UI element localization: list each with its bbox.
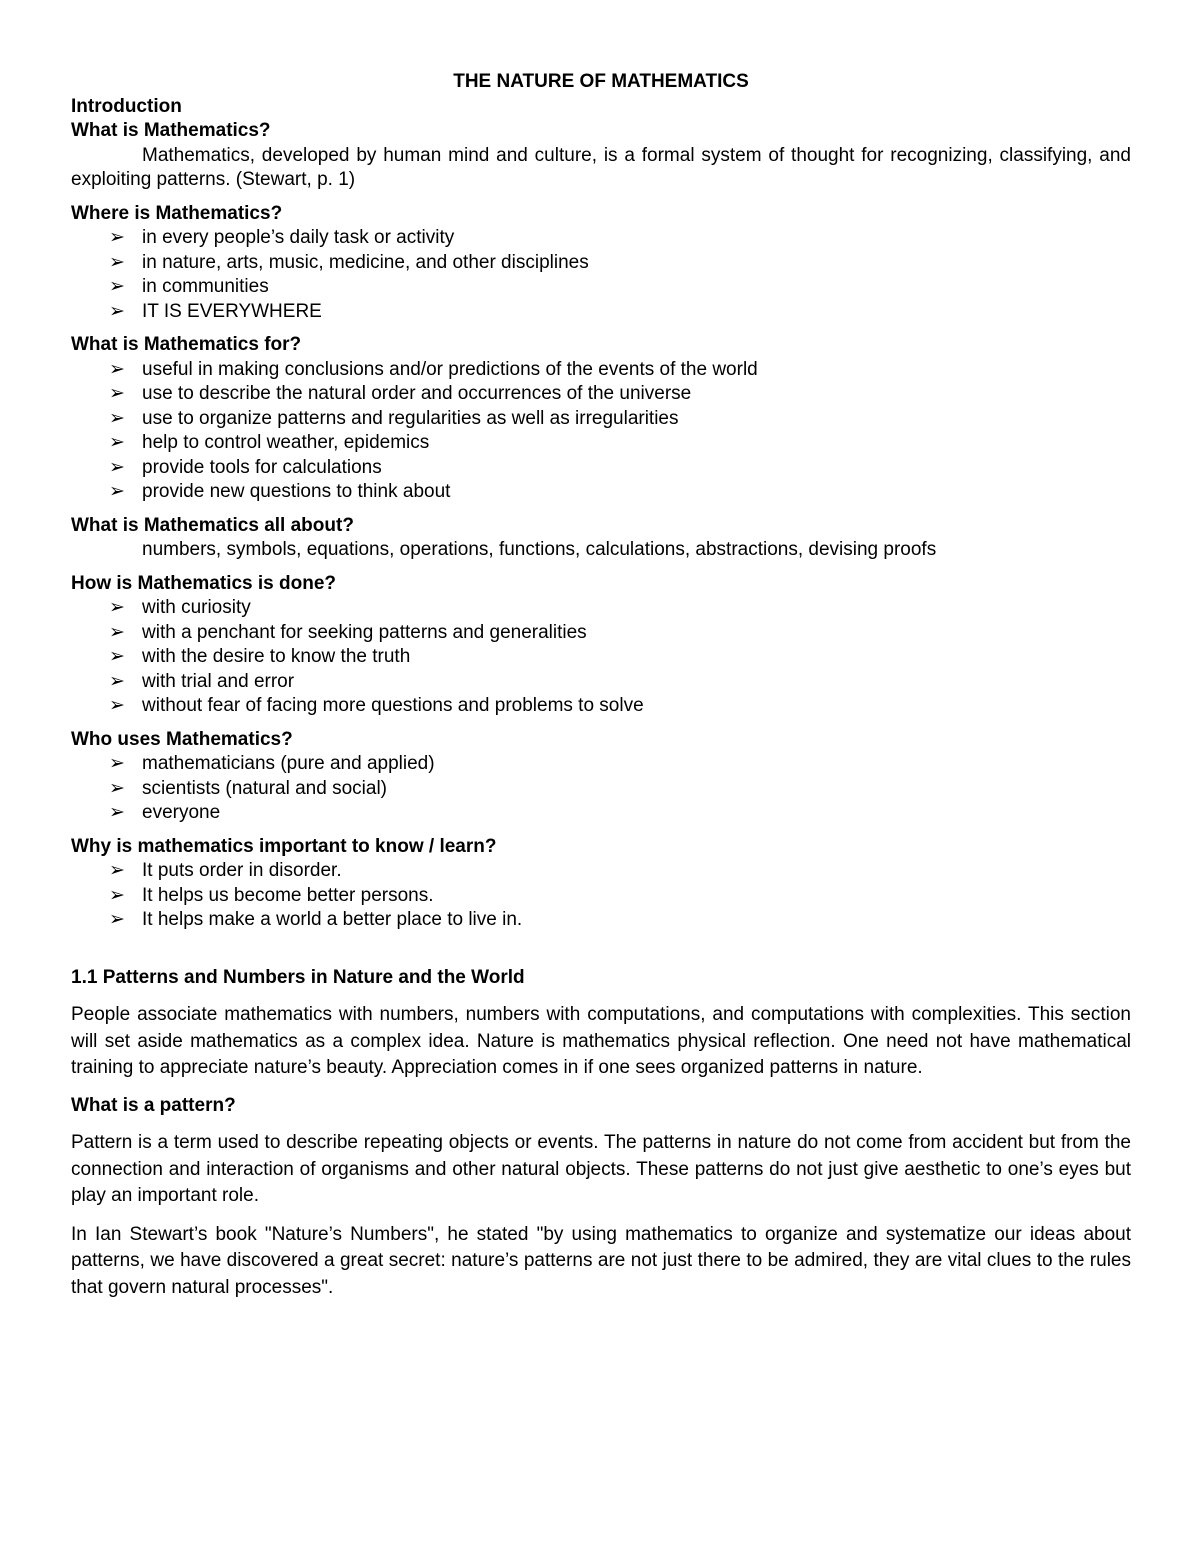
list-item: ➢ useful in making conclusions and/or predictions of the events of the world: [71, 358, 1131, 383]
arrow-bullet-icon: ➢: [109, 251, 125, 273]
stewart-quote: In Ian Stewart’s book "Nature’s Numbers", he stated "by using mathematics to organize and systematize our ideas about patterns, we have discovered a great secret: nature’s patterns are not just there to be admired, they are vital clues to the rules that govern natural processes".: [71, 1223, 1131, 1298]
arrow-bullet-icon: ➢: [109, 860, 125, 881]
list-item: ➢ provide new questions to think about: [71, 480, 1131, 505]
list-item: ➢ with a penchant for seeking patterns and generalities: [71, 621, 1131, 646]
list-item: ➢ in every people’s daily task or activity: [71, 226, 1131, 251]
all-about-heading: What is Mathematics all about?: [71, 514, 354, 536]
arrow-bullet-icon: ➢: [109, 432, 125, 453]
arrow-bullet-icon: ➢: [109, 670, 125, 692]
where-is-heading: Where is Mathematics?: [71, 202, 283, 224]
list-item: ➢ provide tools for calculations: [71, 456, 1131, 481]
document-title: THE NATURE OF MATHEMATICS: [453, 71, 749, 92]
list-item: ➢ scientists (natural and social): [71, 777, 1131, 802]
list-item: ➢ use to organize patterns and regularities as well as irregularities: [71, 407, 1131, 432]
list-item: ➢ everyone: [71, 801, 1131, 826]
what-for-heading: What is Mathematics for?: [71, 334, 302, 355]
arrow-bullet-icon: ➢: [109, 777, 125, 799]
what-for-list: [71, 358, 1131, 505]
arrow-bullet-icon: ➢: [109, 597, 125, 618]
list-item: ➢ with curiosity: [71, 596, 1131, 621]
why-important-list: [71, 859, 1131, 933]
arrow-bullet-icon: ➢: [109, 358, 125, 380]
list-item: ➢ use to describe the natural order and occurrences of the universe: [71, 382, 1131, 407]
pattern-text: Pattern is a term used to describe repeating objects or events. The patterns in nature do not come from accident but from the connection and interaction of organisms and other natural objects. These patterns do not just give aesthetic to one’s eyes but play an important role.: [71, 1132, 1131, 1206]
arrow-bullet-icon: ➢: [109, 695, 125, 716]
arrow-bullet-icon: ➢: [109, 276, 125, 297]
arrow-bullet-icon: ➢: [109, 456, 125, 478]
where-is-list: [71, 226, 1131, 324]
what-is-heading: What is Mathematics?: [71, 120, 271, 141]
section-heading: 1.1 Patterns and Numbers in Nature and the World: [71, 966, 525, 988]
how-done-list: [71, 596, 1131, 719]
who-uses-heading: Who uses Mathematics?: [71, 728, 293, 750]
document-page: [71, 70, 1131, 1301]
list-item: ➢ with the desire to know the truth: [71, 645, 1131, 670]
pattern-heading: What is a pattern?: [71, 1094, 236, 1116]
arrow-bullet-icon: ➢: [109, 383, 125, 404]
arrow-bullet-icon: ➢: [109, 407, 125, 429]
arrow-bullet-icon: ➢: [109, 300, 125, 322]
why-important-heading: Why is mathematics important to know / learn?: [71, 835, 497, 857]
how-done-heading: How is Mathematics is done?: [71, 572, 336, 594]
arrow-bullet-icon: ➢: [109, 909, 125, 930]
list-item: ➢ IT IS EVERYWHERE: [71, 300, 1131, 325]
arrow-bullet-icon: ➢: [109, 884, 125, 906]
arrow-bullet-icon: ➢: [109, 481, 125, 502]
intro-label: Introduction: [71, 95, 182, 117]
what-is-text: Mathematics, developed by human mind and culture, is a formal system of thought for recognizing, classifying, and exploiting patterns. (Stewart, p. 1): [71, 144, 1131, 190]
all-about-text: numbers, symbols, equations, operations, functions, calculations, abstractions, devising proofs: [142, 539, 937, 560]
list-item: ➢ help to control weather, epidemics: [71, 431, 1131, 456]
arrow-bullet-icon: ➢: [109, 753, 125, 774]
section-intro: People associate mathematics with numbers, numbers with computations, and computations with complexities. This section will set aside mathematics as a complex idea. Nature is mathematics physical reflection. One need not have mathematical training to appreciate nature’s beauty. Appreciation comes in if one sees organized patterns in nature.: [71, 1004, 1131, 1078]
who-uses-list: [71, 752, 1131, 826]
list-item: ➢ mathematicians (pure and applied): [71, 752, 1131, 777]
list-item: ➢ It puts order in disorder.: [71, 859, 1131, 884]
arrow-bullet-icon: ➢: [109, 802, 125, 823]
list-item: ➢ It helps us become better persons.: [71, 884, 1131, 909]
list-item: ➢ in communities: [71, 275, 1131, 300]
list-item: ➢ in nature, arts, music, medicine, and other disciplines: [71, 251, 1131, 276]
list-item: ➢ It helps make a world a better place to live in.: [71, 908, 1131, 933]
arrow-bullet-icon: ➢: [109, 227, 125, 248]
list-item: ➢ without fear of facing more questions and problems to solve: [71, 694, 1131, 719]
arrow-bullet-icon: ➢: [109, 621, 125, 643]
arrow-bullet-icon: ➢: [109, 646, 125, 667]
list-item: ➢ with trial and error: [71, 670, 1131, 695]
